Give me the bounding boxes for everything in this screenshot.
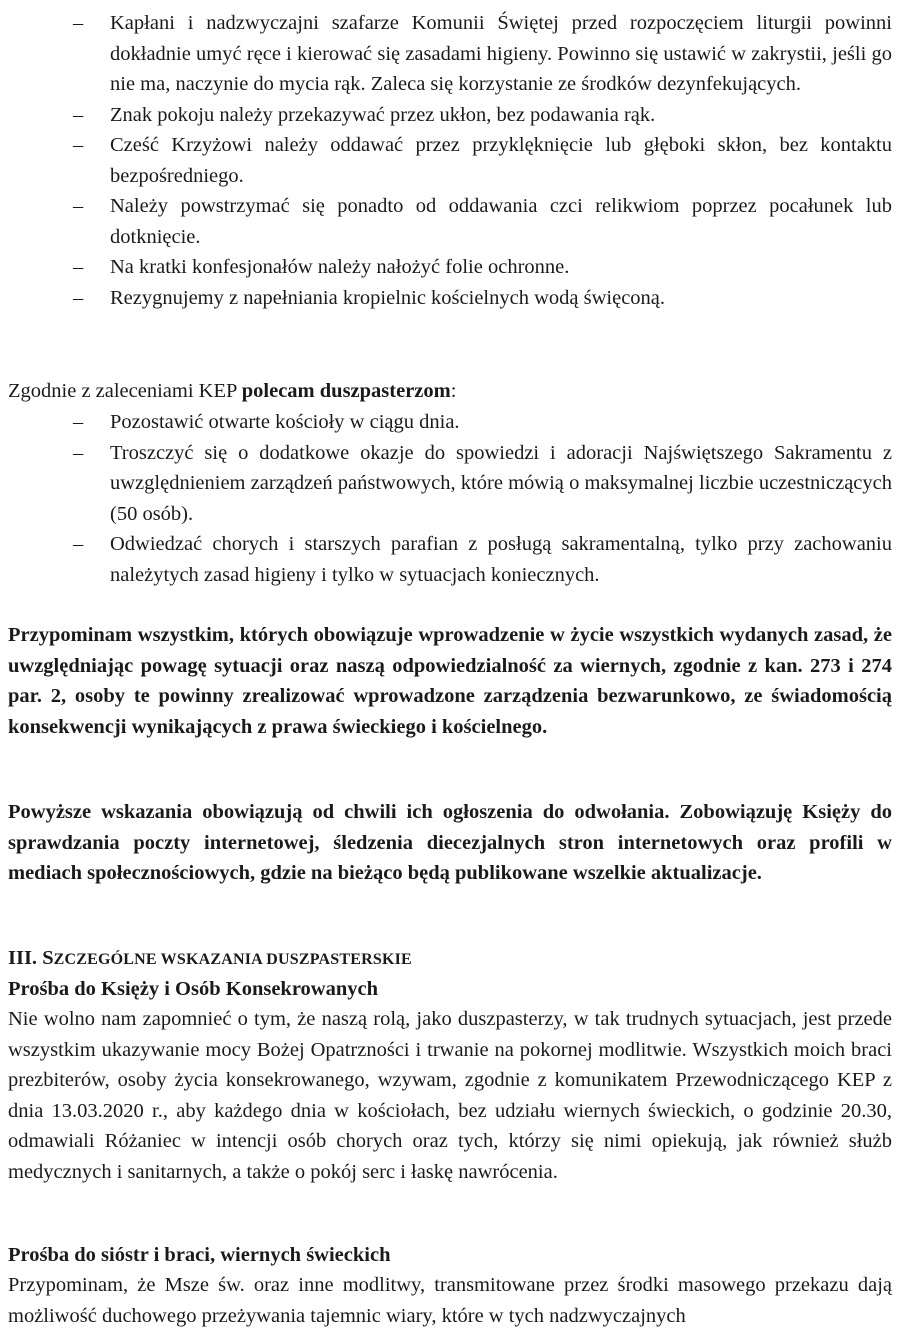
hygiene-rules-list (0, 8, 892, 313)
dash-bullet: – (73, 411, 84, 433)
dash-bullet: – (73, 286, 84, 309)
subheading-clergy: Prośba do Księży i Osób Konsekrowanych (8, 978, 379, 1000)
dash-bullet: – (73, 195, 84, 217)
dash-bullet: – (73, 441, 84, 464)
list-item: – Cześć Krzyżowi należy oddawać przez przyklęknięcie lub głęboki skłon, bez kontaktu bezpośredniego. (0, 130, 892, 191)
list-item: – Znak pokoju należy przekazywać przez ukłon, bez podawania rąk. (0, 100, 892, 131)
section-heading: III. SZCZEGÓLNE WSKAZANIA DUSZPASTERSKIE (8, 947, 412, 969)
reminder-paragraph: Przypominam wszystkim, których obowiązuje wprowadzenie w życie wszystkich wydanych zasad, że uwzględniając powagę sytuacji oraz naszą odpowiedzialność za wiernych, zgodnie z kan. 273 i 274 par. 2, osoby te powinny zrealizować wprowadzone zarządzenia bezwarunkowo, ze świadomością konsekwencji wynikających z prawa świeckiego i kościelnego. (8, 624, 892, 738)
list-item: – Pozostawić otwarte kościoły w ciągu dnia. (0, 407, 892, 438)
pastoral-intro: Zgodnie z zaleceniami KEP polecam duszpasterzom: (8, 380, 457, 402)
list-item: – Kapłani i nadzwyczajni szafarze Komunii Świętej przed rozpoczęciem liturgii powinni dokładnie umyć ręce i kierować się zasadami higieny. Powinno się ustawić w zakrystii, jeśli go nie ma, naczynie do mycia rąk. Zaleca się korzystanie ze środków dezynfekujących. (0, 8, 892, 100)
dash-bullet: – (73, 533, 84, 555)
dash-bullet: – (73, 134, 84, 156)
list-item: – Troszczyć się o dodatkowe okazje do spowiedzi i adoracji Najświętszego Sakramentu z uwzględnieniem zarządzeń państwowych, które mówią o maksymalnej liczbie uczestniczących (50 osób). (0, 438, 892, 530)
dash-bullet: – (73, 12, 84, 34)
clergy-paragraph: Nie wolno nam zapomnieć o tym, że naszą rolą, jako duszpasterzy, w tak trudnych sytuacjach, jest przede wszystkim ukazywanie mocy Bożej Opatrzności i trwanie na pokornej modlitwie. Wszystkich moich braci prezbiterów, osoby życia konsekrowanego, wzywam, zgodnie z komunikatem Przewodniczącego KEP z dnia 13.03.2020 r., aby każdego dnia w kościołach, bez udziału wiernych świeckich, o godzinie 20.30, odmawiali Różaniec w intencji osób chorych oraz tych, którzy się nimi opiekują, jak również służb medycznych i sanitarnych, a także o pokój serc i łaskę nawrócenia. (8, 1008, 892, 1183)
list-item: – Należy powstrzymać się ponadto od oddawania czci relikwiom poprzez pocałunek lub dotknięcie. (0, 191, 892, 252)
list-item: – Na kratki konfesjonałów należy nałożyć folie ochronne. (0, 252, 892, 283)
laity-paragraph: Przypominam, że Msze św. oraz inne modlitwy, transmitowane przez środki masowego przekazu dają możliwość duchowego przeżywania tajemnic wiary, które w tych nadzwyczajnych (8, 1274, 892, 1327)
pastoral-duties-list (0, 407, 892, 590)
list-item: – Odwiedzać chorych i starszych parafian z posługą sakramentalną, tylko przy zachowaniu należytych zasad higieny i tylko w sytuacjach koniecznych. (0, 529, 892, 590)
validity-paragraph: Powyższe wskazania obowiązują od chwili ich ogłoszenia do odwołania. Zobowiązuję Księży do sprawdzania poczty internetowej, śledzenia diecezjalnych stron internetowych oraz profili w mediach społecznościowych, gdzie na bieżąco będą publikowane wszelkie aktualizacje. (8, 801, 892, 884)
list-item: – Rezygnujemy z napełniania kropielnic kościelnych wodą święconą. (0, 283, 892, 314)
dash-bullet: – (73, 256, 84, 278)
dash-bullet: – (73, 103, 84, 126)
subheading-laity: Prośba do sióstr i braci, wiernych świeckich (8, 1244, 391, 1266)
